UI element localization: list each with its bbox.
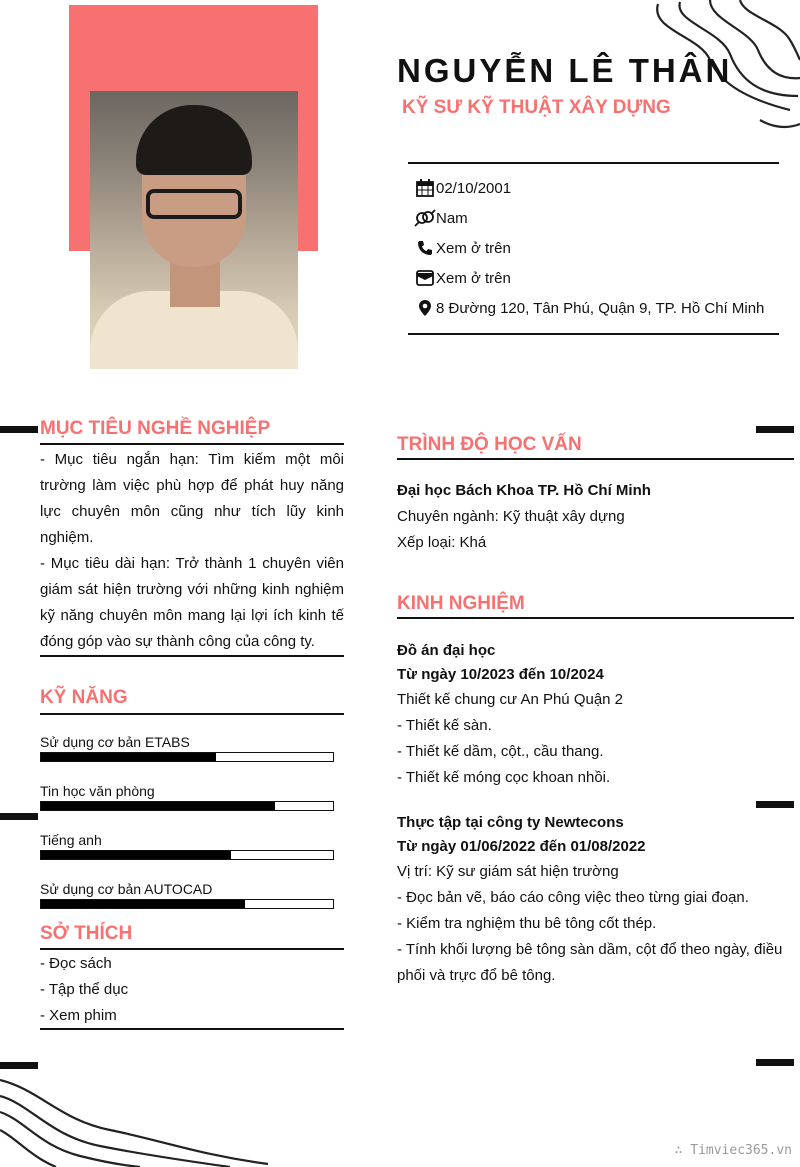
skill-bar-etabs — [40, 752, 334, 762]
objective-long-term: - Mục tiêu dài hạn: Trở thành 1 chuyên viên giám sát hiện trường với những kinh nghiệm kỹ năng chuyên môn mang lại lợi ích kinh tế đóng góp vào sự thành công của công ty. — [40, 555, 344, 650]
decorative-mark — [0, 813, 38, 820]
contact-phone-value: Xem ở trên — [436, 239, 511, 257]
experience-name: Đồ án đại học — [397, 642, 496, 659]
contact-info — [408, 162, 779, 335]
contact-email — [414, 268, 511, 288]
contact-dob-value: 02/10/2001 — [436, 179, 512, 197]
experience-title: KINH NGHIỆM — [397, 593, 525, 614]
decorative-mark — [0, 426, 38, 433]
hobby-item: - Đọc sách — [40, 955, 112, 972]
decorative-mark — [756, 426, 794, 433]
map-pin-icon — [414, 298, 436, 318]
divider — [40, 1028, 344, 1030]
contact-email-value: Xem ở trên — [436, 269, 511, 287]
hobby-item: - Tập thể dục — [40, 981, 129, 998]
experience-name: Thực tập tại công ty Newtecons — [397, 814, 624, 831]
education-title: TRÌNH ĐỘ HỌC VẤN — [397, 434, 582, 455]
divider — [40, 713, 344, 715]
decorative-waves-bottom-left — [0, 1060, 280, 1167]
experience-line: - Thiết kế sàn. — [397, 717, 492, 734]
education-major: Chuyên ngành: Kỹ thuật xây dựng — [397, 508, 625, 525]
phone-icon — [414, 238, 436, 258]
divider — [397, 458, 794, 460]
email-icon — [414, 268, 436, 288]
experience-line: - Tính khối lượng bê tông sàn dầm, cột đổ theo ngày, điều — [397, 941, 783, 958]
decorative-mark — [756, 801, 794, 808]
experience-line: - Thiết kế dầm, cột., cầu thang. — [397, 743, 604, 760]
education-grade: Xếp loại: Khá — [397, 534, 487, 551]
contact-address — [414, 298, 764, 318]
experience-line: Vị trí: Kỹ sư giám sát hiện trường — [397, 863, 619, 880]
contact-phone — [414, 238, 511, 258]
experience-line: - Kiểm tra nghiệm thu bê tông cốt thép. — [397, 915, 657, 932]
skill-label: Sử dụng cơ bản ETABS — [40, 734, 190, 750]
skill-label: Tiếng anh — [40, 832, 102, 848]
experience-period: Từ ngày 10/2023 đến 10/2024 — [397, 666, 604, 683]
skill-bar-autocad — [40, 899, 334, 909]
objective-title: MỤC TIÊU NGHỀ NGHIỆP — [40, 418, 271, 439]
skills-title: KỸ NĂNG — [40, 687, 128, 708]
decorative-mark — [756, 1059, 794, 1066]
divider — [40, 655, 344, 657]
decorative-mark — [0, 1062, 38, 1069]
skill-bar-english — [40, 850, 334, 860]
education-school: Đại học Bách Khoa TP. Hồ Chí Minh — [397, 482, 651, 499]
divider — [397, 617, 794, 619]
contact-gender — [414, 208, 468, 228]
hobby-item: - Xem phim — [40, 1007, 117, 1024]
skill-label: Sử dụng cơ bản AUTOCAD — [40, 881, 213, 897]
candidate-name: NGUYỄN LÊ THÂN — [397, 52, 733, 89]
job-title: KỸ SƯ KỸ THUẬT XÂY DỰNG — [402, 97, 671, 118]
objective-short-term: - Mục tiêu ngắn hạn: Tìm kiếm một môi trường làm việc phù hợp để phát huy năng lực chuyên môn cũng như tích lũy kinh nghiệm. — [40, 451, 344, 546]
divider — [40, 443, 344, 445]
watermark: ∴ Timviec365.vn — [674, 1143, 792, 1158]
experience-line: Thiết kế chung cư An Phú Quận 2 — [397, 691, 624, 708]
contact-gender-value: Nam — [436, 209, 468, 227]
contact-dob — [414, 178, 511, 198]
calendar-icon — [414, 178, 436, 198]
skill-bar-office — [40, 801, 334, 811]
experience-line: - Thiết kế móng cọc khoan nhồi. — [397, 769, 611, 786]
experience-period: Từ ngày 01/06/2022 đến 01/08/2022 — [397, 838, 646, 855]
divider — [40, 948, 344, 950]
experience-line: phối và trực đổ bê tông. — [397, 967, 556, 984]
gender-icon — [414, 208, 436, 228]
skill-label: Tin học văn phòng — [40, 783, 155, 799]
experience-line: - Đọc bản vẽ, báo cáo công việc theo từng giai đoạn. — [397, 889, 749, 906]
avatar-photo — [90, 91, 298, 369]
hobbies-title: SỞ THÍCH — [40, 923, 133, 944]
contact-address-value: 8 Đường 120, Tân Phú, Quận 9, TP. Hồ Chí Minh — [436, 299, 765, 317]
